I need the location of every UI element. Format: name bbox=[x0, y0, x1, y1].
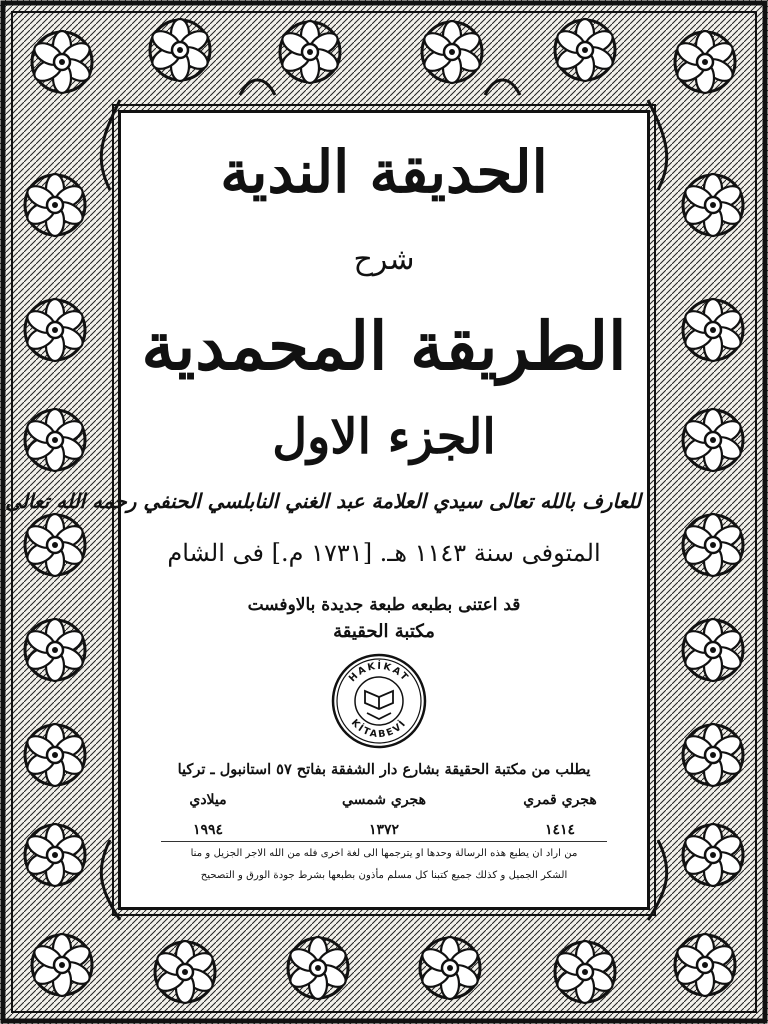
date-hijri-shamsi bbox=[309, 793, 459, 843]
permission-note-line-1: من اراد ان يطبع هذه الرسالة وحدها او يترجمها الى لغة اخرى فله من الله الاجر الجزيل و منا bbox=[190, 848, 578, 859]
date-label: هجري قمري bbox=[523, 792, 597, 808]
logo-bottom-text: KİTABEVİ bbox=[348, 717, 410, 741]
permission-note-line-2: الشكر الجميل و كذلك جميع كتبنا كل مسلم مأذون بطبعها بشرط جودة الورق و التصحيح bbox=[200, 870, 568, 881]
author-line: للعارف بالله تعالى سيدي العلامة عبد الغني النابلسي الحنفي رحمه الله تعالى bbox=[5, 489, 641, 513]
date-label: هجري شمسي bbox=[342, 792, 426, 808]
date-label: ميلادي bbox=[189, 792, 227, 808]
sharh-label: شرح bbox=[353, 242, 415, 277]
book-title: الطريقة المحمدية bbox=[141, 307, 627, 385]
publisher-name: مكتبة الحقيقة bbox=[333, 621, 435, 642]
publisher-logo bbox=[331, 653, 427, 749]
date-value: ١٤١٤ bbox=[544, 822, 576, 838]
main-title: الحديقة الندية bbox=[220, 138, 548, 206]
date-hijri-qamari bbox=[485, 793, 635, 843]
death-date-line: المتوفى سنة ١١٤٣ هـ. [١٧٣١ م.] فى الشام bbox=[167, 539, 601, 567]
date-value: ١٣٧٢ bbox=[368, 822, 400, 838]
logo-top-text: HAKİKAT bbox=[346, 660, 412, 685]
divider-line bbox=[161, 841, 607, 842]
date-miladi bbox=[133, 793, 283, 843]
volume-label: الجزء الاول bbox=[272, 409, 496, 465]
title-panel bbox=[5, 110, 650, 910]
date-value: ١٩٩٤ bbox=[192, 822, 224, 838]
address-line: يطلب من مكتبة الحقيقة بشارع دار الشفقة بفاتح ٥٧ استانبول ـ تركيا bbox=[177, 761, 591, 778]
dates-row bbox=[133, 793, 635, 843]
reprint-line: قد اعتنى بطبعه طبعة جديدة بالاوفست bbox=[247, 595, 521, 615]
